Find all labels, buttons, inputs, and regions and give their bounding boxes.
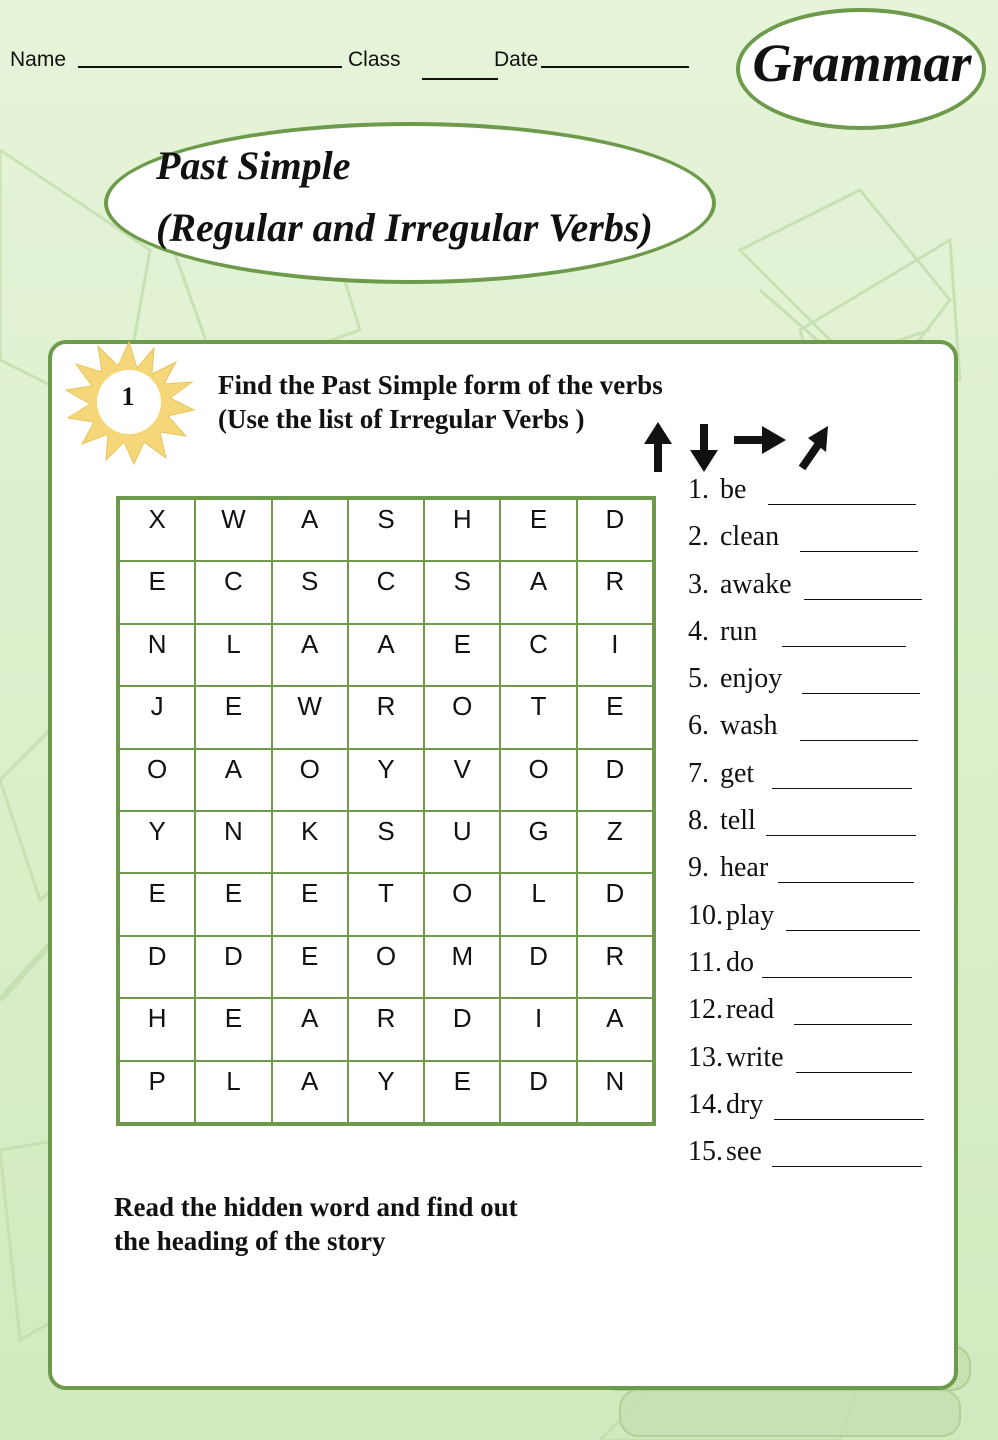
- grid-cell[interactable]: E: [272, 873, 348, 935]
- verb-number: 8.: [688, 805, 709, 837]
- verb-word: be: [720, 474, 747, 505]
- grid-cell[interactable]: E: [272, 936, 348, 998]
- grid-cell[interactable]: O: [348, 936, 424, 998]
- verb-number: 12.: [688, 994, 723, 1026]
- page-title: Past Simple: [156, 143, 351, 188]
- answer-line[interactable]: [796, 1072, 912, 1073]
- verb-number: 10.: [688, 899, 723, 931]
- verb-item: [688, 1089, 928, 1136]
- answer-line[interactable]: [762, 977, 912, 978]
- grid-cell[interactable]: D: [577, 873, 653, 935]
- name-field[interactable]: [78, 66, 342, 68]
- verb-word: run: [720, 615, 758, 647]
- grid-cell[interactable]: E: [119, 873, 195, 935]
- grid-cell[interactable]: O: [500, 749, 576, 811]
- grid-cell[interactable]: W: [195, 499, 271, 561]
- verb-item: [688, 1136, 928, 1183]
- grid-cell[interactable]: A: [348, 624, 424, 686]
- verb-word: awake: [720, 568, 792, 600]
- verb-item: [688, 994, 928, 1041]
- grid-cell[interactable]: Y: [119, 811, 195, 873]
- verb-number: 4.: [688, 615, 709, 647]
- verb-number: 14.: [688, 1088, 723, 1120]
- direction-arrows: [640, 420, 840, 476]
- grid-cell[interactable]: S: [348, 499, 424, 561]
- grid-cell[interactable]: E: [195, 686, 271, 748]
- grid-cell[interactable]: R: [577, 561, 653, 623]
- verb-list: [688, 474, 928, 1183]
- verb-word: hear: [720, 852, 769, 884]
- grid-cell[interactable]: C: [500, 624, 576, 686]
- grid-cell[interactable]: E: [119, 561, 195, 623]
- verb-number: 11.: [688, 946, 722, 978]
- grid-cell[interactable]: I: [500, 998, 576, 1060]
- verb-item: [688, 852, 928, 899]
- verb-number: 9.: [688, 852, 709, 884]
- answer-line[interactable]: [800, 551, 918, 552]
- grid-cell[interactable]: E: [424, 624, 500, 686]
- grid-cell[interactable]: O: [424, 873, 500, 935]
- grid-cell[interactable]: Z: [577, 811, 653, 873]
- page-subtitle: (Regular and Irregular Verbs): [156, 205, 653, 250]
- grid-cell[interactable]: E: [195, 998, 271, 1060]
- verb-word: do: [726, 946, 754, 978]
- grid-cell[interactable]: E: [577, 686, 653, 748]
- verb-item: [688, 1042, 928, 1089]
- answer-line[interactable]: [772, 1166, 922, 1167]
- verb-number: 15.: [688, 1136, 723, 1168]
- grid-cell[interactable]: R: [348, 998, 424, 1060]
- verb-number: 3.: [688, 568, 709, 600]
- grid-cell[interactable]: N: [195, 811, 271, 873]
- verb-item: [688, 521, 928, 568]
- grid-cell[interactable]: V: [424, 749, 500, 811]
- grid-cell[interactable]: E: [195, 873, 271, 935]
- grid-cell[interactable]: A: [500, 561, 576, 623]
- grid-cell[interactable]: A: [272, 998, 348, 1060]
- verb-number: 5.: [688, 663, 709, 695]
- verb-word: see: [726, 1136, 762, 1168]
- verb-word: play: [726, 899, 775, 931]
- grammar-badge-label: Grammar: [752, 33, 972, 93]
- verb-item: [688, 805, 928, 852]
- verb-word: tell: [720, 805, 756, 837]
- grid-cell[interactable]: D: [500, 1061, 576, 1123]
- date-label: Date: [494, 48, 539, 71]
- grid-cell[interactable]: C: [348, 561, 424, 623]
- grid-cell[interactable]: D: [424, 998, 500, 1060]
- verb-item: [688, 474, 928, 521]
- verb-item: [688, 900, 928, 947]
- verb-number: 2.: [688, 521, 709, 553]
- answer-line[interactable]: [802, 693, 920, 694]
- verb-word: write: [726, 1041, 784, 1073]
- name-label: Name: [10, 48, 67, 71]
- grid-cell[interactable]: E: [500, 499, 576, 561]
- grid-cell[interactable]: D: [577, 749, 653, 811]
- grid-cell[interactable]: I: [577, 624, 653, 686]
- arrow-diagonal-up-right-icon: [802, 426, 828, 468]
- grid-cell[interactable]: D: [500, 936, 576, 998]
- grid-cell[interactable]: S: [424, 561, 500, 623]
- verb-word: get: [720, 757, 755, 789]
- grid-cell[interactable]: K: [272, 811, 348, 873]
- arrow-right-icon: [734, 426, 786, 454]
- grid-cell[interactable]: T: [500, 686, 576, 748]
- answer-line[interactable]: [772, 788, 912, 789]
- grid-cell[interactable]: R: [348, 686, 424, 748]
- grid-cell[interactable]: H: [119, 998, 195, 1060]
- answer-line[interactable]: [768, 504, 916, 505]
- grid-cell[interactable]: L: [500, 873, 576, 935]
- grid-cell[interactable]: A: [195, 749, 271, 811]
- grid-cell[interactable]: R: [577, 936, 653, 998]
- grid-cell[interactable]: Y: [348, 1061, 424, 1123]
- verb-item: [688, 663, 928, 710]
- grid-cell[interactable]: N: [577, 1061, 653, 1123]
- grid-cell[interactable]: O: [424, 686, 500, 748]
- grid-cell[interactable]: A: [272, 624, 348, 686]
- date-field[interactable]: [541, 66, 689, 68]
- answer-line[interactable]: [782, 646, 906, 647]
- instruction-line-1: Find the Past Simple form of the verbs: [218, 370, 663, 400]
- grid-cell[interactable]: C: [195, 561, 271, 623]
- grid-cell[interactable]: A: [272, 1061, 348, 1123]
- grid-cell[interactable]: S: [348, 811, 424, 873]
- grid-cell[interactable]: W: [272, 686, 348, 748]
- grid-cell[interactable]: H: [424, 499, 500, 561]
- grid-cell[interactable]: O: [272, 749, 348, 811]
- verb-item: [688, 758, 928, 805]
- verb-word: clean: [720, 521, 780, 553]
- answer-line[interactable]: [766, 835, 916, 836]
- footer-instruction-line-2: the heading of the story: [114, 1226, 386, 1256]
- answer-line[interactable]: [774, 1119, 924, 1120]
- arrow-down-icon: [690, 424, 718, 472]
- verb-item: [688, 947, 928, 994]
- verb-number: 6.: [688, 710, 709, 742]
- grid-cell[interactable]: A: [577, 998, 653, 1060]
- answer-line[interactable]: [786, 930, 920, 931]
- grid-cell[interactable]: G: [500, 811, 576, 873]
- grid-cell[interactable]: N: [119, 624, 195, 686]
- grid-cell[interactable]: E: [424, 1061, 500, 1123]
- verb-number: 7.: [688, 757, 709, 789]
- grid-cell[interactable]: T: [348, 873, 424, 935]
- answer-line[interactable]: [804, 599, 922, 600]
- verb-word: read: [726, 994, 775, 1026]
- verb-number: 1.: [688, 474, 709, 505]
- grid-cell[interactable]: L: [195, 624, 271, 686]
- word-search-grid: [116, 496, 656, 1126]
- grid-cell[interactable]: S: [272, 561, 348, 623]
- verb-word: dry: [726, 1088, 764, 1120]
- grid-cell[interactable]: U: [424, 811, 500, 873]
- grid-cell[interactable]: X: [119, 499, 195, 561]
- verb-word: enjoy: [720, 663, 783, 695]
- grid-cell[interactable]: D: [577, 499, 653, 561]
- grid-cell[interactable]: P: [119, 1061, 195, 1123]
- verb-number: 13.: [688, 1041, 723, 1073]
- grid-cell[interactable]: D: [119, 936, 195, 998]
- instruction-line-2: (Use the list of Irregular Verbs ): [218, 404, 585, 434]
- grid-cell[interactable]: A: [272, 499, 348, 561]
- class-label: Class: [348, 48, 401, 71]
- answer-line[interactable]: [800, 740, 918, 741]
- verb-item: [688, 616, 928, 663]
- answer-line[interactable]: [794, 1024, 912, 1025]
- grid-cell[interactable]: Y: [348, 749, 424, 811]
- class-field[interactable]: [422, 78, 498, 80]
- grid-cell[interactable]: O: [119, 749, 195, 811]
- grid-cell[interactable]: L: [195, 1061, 271, 1123]
- grid-cell[interactable]: J: [119, 686, 195, 748]
- grid-cell[interactable]: M: [424, 936, 500, 998]
- answer-line[interactable]: [778, 882, 914, 883]
- verb-item: [688, 569, 928, 616]
- exercise-number: 1: [121, 382, 135, 411]
- grid-cell[interactable]: D: [195, 936, 271, 998]
- footer-instruction-line-1: Read the hidden word and find out: [114, 1192, 518, 1222]
- verb-word: wash: [720, 710, 778, 742]
- arrow-up-icon: [644, 422, 672, 472]
- verb-item: [688, 710, 928, 757]
